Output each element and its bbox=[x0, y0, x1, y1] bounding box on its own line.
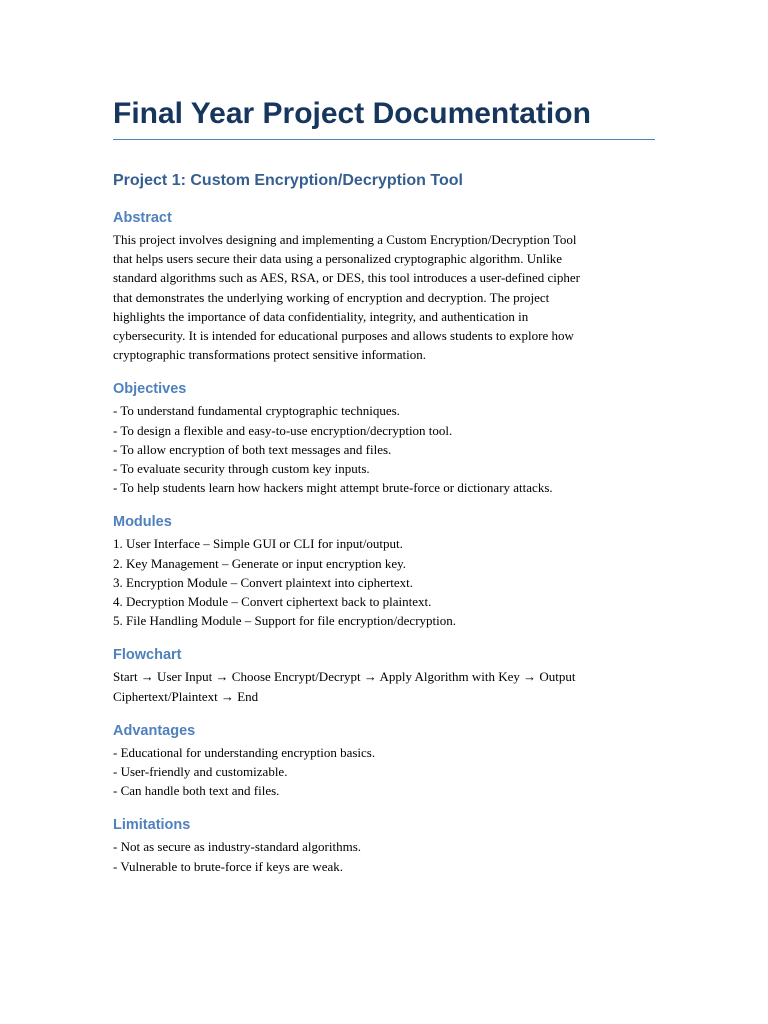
section-modules bbox=[113, 512, 655, 630]
limitations-list bbox=[113, 837, 655, 875]
section-objectives bbox=[113, 379, 655, 497]
abstract-line: cryptographic transformations protect sensitive information. bbox=[113, 347, 426, 363]
advantage-item: - Can handle both text and files. bbox=[113, 783, 280, 799]
advantage-item: - Educational for understanding encryption basics. bbox=[113, 744, 376, 760]
module-item: 5. File Handling Module – Support for file encryption/decryption. bbox=[113, 613, 456, 629]
advantages-list bbox=[113, 743, 655, 801]
section-heading-flowchart: Flowchart bbox=[113, 647, 182, 664]
abstract-line: highlights the importance of data confidentiality, integrity, and authentication in bbox=[113, 308, 529, 324]
objectives-list bbox=[113, 401, 655, 497]
advantage-item: - User-friendly and customizable. bbox=[113, 764, 288, 780]
objective-item: - To evaluate security through custom key inputs. bbox=[113, 461, 370, 477]
section-heading-modules: Modules bbox=[113, 514, 172, 531]
section-heading-objectives: Objectives bbox=[113, 381, 187, 398]
abstract-line: standard algorithms such as AES, RSA, or DES, this tool introduces a user-defined cipher bbox=[113, 270, 580, 286]
section-advantages bbox=[113, 721, 655, 801]
flowchart-line: Start → User Input → Choose Encrypt/Decrypt → Apply Algorithm with Key → Output bbox=[113, 669, 576, 685]
abstract-line: that demonstrates the underlying working of encryption and decryption. The project bbox=[113, 289, 550, 305]
abstract-line: that helps users secure their data using a personalized cryptographic algorithm. Unlike bbox=[113, 251, 563, 267]
module-item: 2. Key Management – Generate or input encryption key. bbox=[113, 555, 407, 571]
objective-item: - To allow encryption of both text messages and files. bbox=[113, 441, 392, 457]
limitation-item: - Not as secure as industry-standard algorithms. bbox=[113, 839, 362, 855]
section-heading-advantages: Advantages bbox=[113, 722, 196, 739]
title-underline-rule bbox=[113, 139, 655, 140]
limitation-item: - Vulnerable to brute-force if keys are weak. bbox=[113, 858, 343, 874]
flowchart-paragraph bbox=[113, 667, 655, 705]
flowchart-line: Ciphertext/Plaintext → End bbox=[113, 688, 259, 704]
section-abstract bbox=[113, 208, 655, 364]
module-item: 1. User Interface – Simple GUI or CLI for input/output. bbox=[113, 536, 403, 552]
module-item: 3. Encryption Module – Convert plaintext into ciphertext. bbox=[113, 574, 414, 590]
abstract-line: This project involves designing and implementing a Custom Encryption/Decryption Tool bbox=[113, 232, 577, 247]
section-flowchart bbox=[113, 645, 655, 705]
section-limitations bbox=[113, 815, 655, 875]
objective-item: - To help students learn how hackers might attempt brute-force or dictionary attacks. bbox=[113, 480, 553, 496]
abstract-line: cybersecurity. It is intended for educational purposes and allows students to explore how bbox=[113, 328, 574, 344]
objective-item: - To understand fundamental cryptographic techniques. bbox=[113, 403, 400, 419]
objective-item: - To design a flexible and easy-to-use encryption/decryption tool. bbox=[113, 422, 453, 438]
document-page bbox=[113, 92, 655, 876]
modules-list bbox=[113, 534, 655, 630]
section-heading-abstract: Abstract bbox=[113, 210, 172, 226]
module-item: 4. Decryption Module – Convert ciphertext back to plaintext. bbox=[113, 594, 432, 610]
document-title: Final Year Project Documentation bbox=[113, 97, 591, 130]
project-heading: Project 1: Custom Encryption/Decryption Tool bbox=[113, 172, 463, 189]
abstract-paragraph bbox=[113, 230, 655, 364]
section-heading-limitations: Limitations bbox=[113, 817, 191, 834]
